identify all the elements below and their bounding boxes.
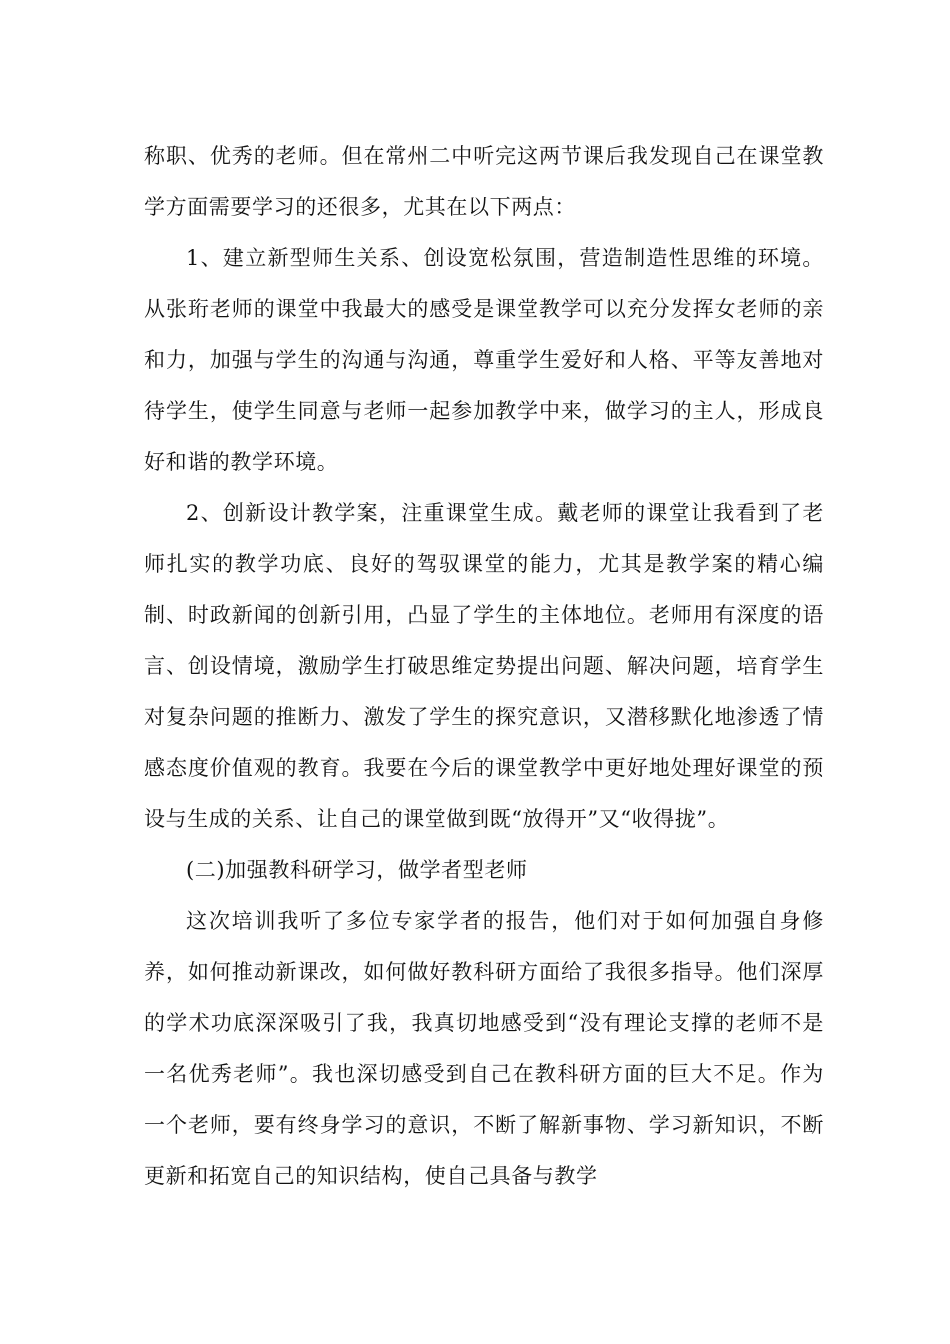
paragraph-research: 这次培训我听了多位专家学者的报告，他们对于如何加强自身修养，如何推动新课改，如何做好教科研方面给了我很多指导。他们深厚的学术功底深深吸引了我，我真切地感受到“没有理论支撑的老师不是一名优秀老师”。我也深切感受到自己在教科研方面的巨大不足。作为一个老师，要有终身学习的意识，不断了解新事物、学习新知识，不断更新和拓宽自己的知识结构，使自己具备与教学 [144, 909, 824, 1188]
paragraph-continuation: 称职、优秀的老师。但在常州二中听完这两节课后我发现自己在课堂教学方面需要学习的还很多，尤其在以下两点： [144, 144, 824, 219]
paragraph-point-2: 2、创新设计教学案，注重课堂生成。戴老师的课堂让我看到了老师扎实的教学功底、良好的驾驭课堂的能力，尤其是教学案的精心编制、时政新闻的创新引用，凸显了学生的主体地位。老师用有深度的语言、创设情境，激励学生打破思维定势提出问题、解决问题，培育学生对复杂问题的推断力、激发了学生的探究意识，又潜移默化地渗透了情感态度价值观的教育。我要在今后的课堂教学中更好地处理好课堂的预设与生成的关系、让自己的课堂做到既“放得开”又“收得拢”。 [144, 501, 824, 831]
paragraph-point-1: 1、建立新型师生关系、创设宽松氛围，营造制造性思维的环境。从张珩老师的课堂中我最大的感受是课堂教学可以充分发挥女老师的亲和力，加强与学生的沟通与沟通，尊重学生爱好和人格、平等友善地对待学生，使学生同意与老师一起参加教学中来，做学习的主人，形成良好和谐的教学环境。 [144, 246, 824, 474]
section-heading: (二)加强教科研学习，做学者型老师 [186, 858, 528, 882]
document-body [144, 131, 824, 1202]
